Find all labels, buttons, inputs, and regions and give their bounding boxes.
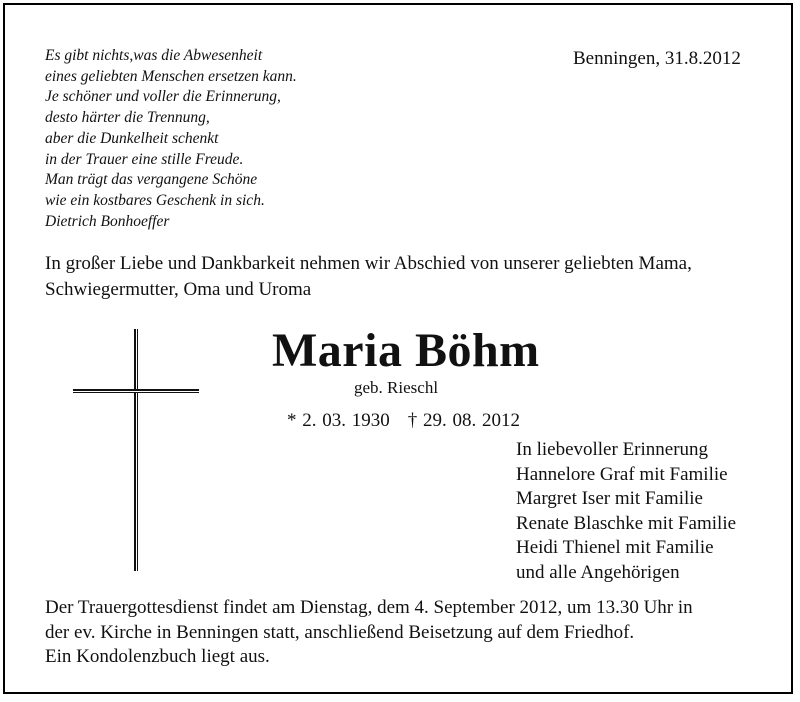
poem-line: eines geliebten Menschen ersetzen kann. (45, 67, 297, 85)
poem-author: Dietrich Bonhoeffer (45, 212, 170, 230)
cross-icon (134, 329, 138, 571)
birth-date: * 2. 03. 1930 (287, 410, 390, 431)
mourner-line: Margret Iser mit Familie (516, 488, 703, 510)
poem-line: aber die Dunkelheit schenkt (45, 129, 219, 147)
place-date: Benningen, 31.8.2012 (573, 48, 741, 69)
poem-line: Man trägt das vergangene Schöne (45, 171, 258, 189)
mourner-line: Hannelore Graf mit Familie (516, 463, 728, 485)
service-info (45, 596, 693, 670)
mourner-line: In liebevoller Erinnerung (516, 439, 709, 460)
intro-line: Schwiegermutter, Oma und Uroma (45, 279, 312, 300)
service-line: Ein Kondolenzbuch liegt aus. (45, 646, 270, 667)
intro-text (45, 251, 692, 303)
poem-line: in der Trauer eine stille Freude. (45, 150, 244, 168)
life-dates (287, 410, 538, 432)
mourner-line: und alle Angehörigen (516, 561, 680, 583)
birth-name: geb. Rieschl (354, 378, 439, 397)
deceased-name: Maria Böhm (272, 324, 540, 377)
poem (45, 46, 297, 232)
cross-icon-crossbar (73, 389, 199, 393)
poem-line: Je schöner und voller die Erinnerung, (45, 88, 281, 106)
poem-line: Es gibt nichts,was die Abwesenheit (45, 47, 263, 64)
service-line: Der Trauergottesdienst findet am Dienstag, dem 4. September 2012, um 13.30 Uhr in (45, 597, 693, 618)
intro-line: In großer Liebe und Dankbarkeit nehmen wir Abschied von unserer geliebten Mama, (45, 253, 692, 274)
mourner-line: Heidi Thienel mit Familie (516, 537, 714, 559)
mourners-list (516, 438, 736, 586)
death-date: † 29. 08. 2012 (407, 410, 520, 431)
poem-line: wie ein kostbares Geschenk in sich. (45, 191, 265, 209)
mourner-line: Renate Blaschke mit Familie (516, 512, 737, 534)
service-line: der ev. Kirche in Benningen statt, anschließend Beisetzung auf dem Friedhof. (45, 621, 635, 643)
poem-line: desto härter die Trennung, (45, 109, 210, 127)
obituary-frame (3, 3, 793, 694)
